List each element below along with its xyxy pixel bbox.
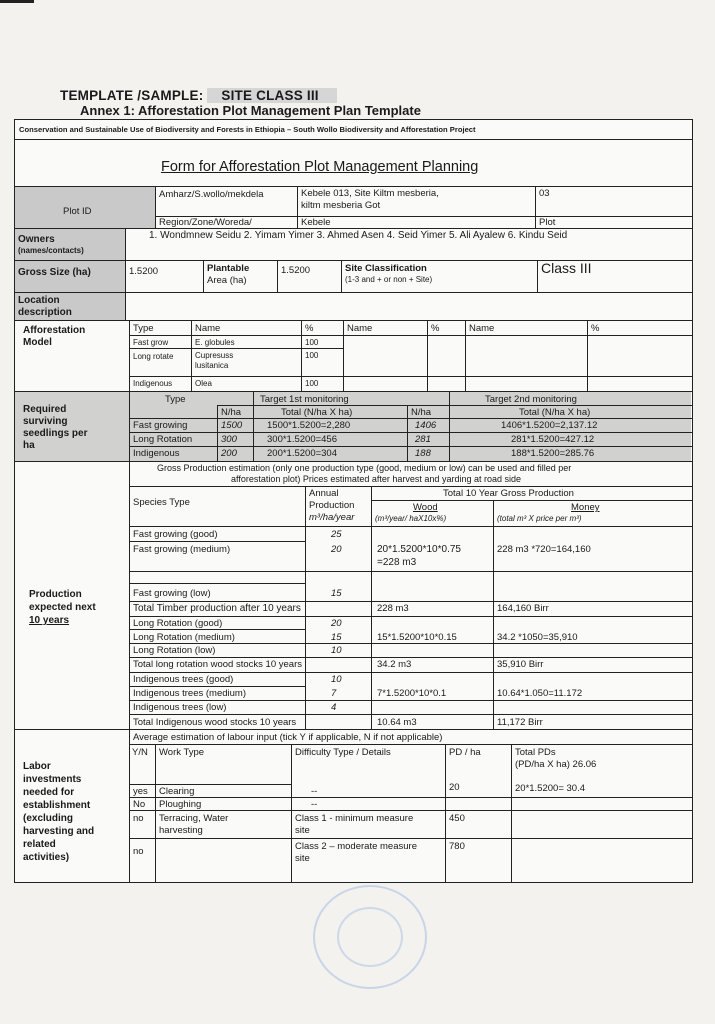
labor-header-total: Total PDs	[515, 747, 556, 758]
production-row-species: Long Rotation (low)	[133, 645, 216, 656]
production-header-total: Total 10 Year Gross Production	[443, 488, 574, 499]
production-row-species: Indigenous trees (low)	[133, 702, 227, 713]
plantable-label: Plantable	[207, 263, 250, 274]
plot-label: Plot	[539, 217, 556, 228]
seedlings-row-t2: 1406*1.5200=2,137.12	[501, 420, 598, 431]
model-label: Afforestation	[23, 325, 86, 336]
production-row-money: 35,910 Birr	[497, 659, 544, 670]
gross-size-value: 1.5200	[129, 266, 159, 277]
production-row-annual: 15	[331, 632, 342, 643]
annex-title: Annex 1: Afforestation Plot Management Plan Template	[80, 103, 421, 118]
labor-label-6: harvesting and	[23, 826, 95, 837]
labor-row-work: Ploughing	[159, 799, 202, 810]
production-intro: Gross Production estimation (only one production type (good, medium or low) can be used and filled per	[157, 463, 572, 473]
model-row-name: Olea	[195, 379, 212, 388]
production-row-wood-2: =228 m3	[377, 557, 417, 568]
location-label-2: description	[18, 307, 72, 318]
labor-label-7: related	[23, 839, 56, 850]
labor-row-yn: No	[133, 799, 146, 810]
seedlings-row-type: Fast growing	[133, 420, 188, 431]
model-header-pct: %	[305, 323, 314, 334]
template-heading	[60, 88, 337, 103]
production-row-species: Long Rotation (medium)	[133, 632, 235, 643]
production-row-money: 34.2 *1050=35,910	[497, 632, 578, 643]
production-row-species: Fast growing (low)	[133, 588, 211, 599]
kebele-value: Kebele 013, Site Kiltm mesberia,	[301, 188, 439, 199]
seedlings-row-t1: 300*1.5200=456	[267, 434, 338, 445]
seedlings-label-3: seedlings per	[23, 428, 88, 439]
production-row-wood: 10.64 m3	[377, 717, 417, 728]
region-label: Region/Zone/Woreda/	[159, 217, 252, 228]
production-header-annual-3: m³/ha/year	[309, 512, 355, 523]
seedlings-row-n2: 188	[415, 448, 431, 459]
seedlings-row-t2: 281*1.5200=427.12	[511, 434, 595, 445]
labor-label-8: activities)	[23, 852, 70, 863]
labor-row-yn: no	[133, 846, 144, 857]
production-row-species: Fast growing (good)	[133, 529, 218, 540]
model-label-2: Model	[23, 337, 52, 348]
production-label-2: expected next	[29, 602, 96, 613]
model-row-type: Indigenous	[133, 379, 173, 388]
seedlings-header-type: Type	[165, 394, 186, 405]
production-row-annual: 15	[331, 588, 342, 599]
labor-label-5: (excluding	[23, 813, 74, 824]
production-label-3: 10 years	[29, 615, 70, 626]
labor-label-3: needed for	[23, 787, 75, 798]
seedlings-row-n2: 1406	[415, 420, 437, 431]
plantable-label-2: Area (ha)	[207, 275, 247, 286]
seedlings-row-t1: 1500*1.5200=2,280	[267, 420, 351, 431]
production-row-annual: 10	[331, 645, 342, 656]
production-row-annual: 20	[331, 618, 342, 629]
model-header-type: Type	[133, 323, 154, 334]
labor-row-difficulty-2: site	[295, 853, 310, 864]
model-row-name: Cupresuss	[195, 351, 234, 360]
production-row-species: Total Timber production after 10 years	[133, 603, 301, 614]
production-header-money: Money	[571, 502, 600, 513]
seedlings-header-nha-2: N/ha	[411, 407, 432, 418]
location-label: Location	[18, 295, 60, 306]
labor-label-4: establishment	[23, 800, 91, 811]
labor-row-work-2: harvesting	[159, 825, 203, 836]
seedlings-header-target2: Target 2nd monitoring	[485, 394, 577, 405]
model-header-pct-2: %	[431, 323, 440, 334]
production-row-species: Total long rotation wood stocks 10 years	[133, 659, 302, 670]
labor-row-yn: no	[133, 813, 144, 824]
production-row-species: Indigenous trees (medium)	[133, 688, 246, 699]
plantable-value: 1.5200	[281, 265, 311, 276]
form-sheet	[14, 119, 693, 883]
labor-header-total-2: (PD/ha X ha) 26.06	[515, 759, 597, 770]
labor-row-work: Terracing, Water	[159, 813, 229, 824]
seedlings-label: Required	[23, 404, 67, 415]
seedlings-row-n1: 300	[221, 434, 237, 445]
seedlings-label-2: surviving	[23, 416, 68, 427]
model-header-name-3: Name	[469, 323, 495, 334]
production-row-wood: 15*1.5200*10*0.15	[377, 632, 457, 643]
model-header-pct-3: %	[591, 323, 600, 334]
faded-stamp-seal	[313, 885, 427, 989]
labor-header-difficulty: Difficulty Type / Details	[295, 747, 391, 758]
model-row-name-2: lusitanica	[195, 361, 229, 370]
seedlings-label-4: ha	[23, 440, 35, 451]
model-header-name-2: Name	[347, 323, 373, 334]
model-row-type: Long rotate	[133, 352, 174, 361]
labor-row-pd: 450	[449, 813, 465, 824]
template-label: TEMPLATE /SAMPLE:	[60, 88, 204, 103]
plot-number: 03	[539, 188, 550, 199]
seedlings-header-total-2: Total (N/ha X ha)	[519, 407, 591, 418]
owners-value: 1. Wondmnew Seidu 2. Yimam Yimer 3. Ahmed Asen 4. Seid Yimer 5. Ali Ayalew 6. Kindu Seid	[149, 230, 568, 241]
model-row-pct: 100	[305, 379, 319, 388]
owners-label: Owners	[18, 234, 55, 245]
production-row-annual: 7	[331, 688, 337, 699]
model-row-pct: 100	[305, 338, 319, 347]
production-row-species: Fast growing (medium)	[133, 544, 231, 555]
site-class-sublabel: (1-3 and + or non + Site)	[345, 275, 433, 284]
production-header-wood: Wood	[413, 502, 438, 513]
seedlings-header-target1: Target 1st monitoring	[260, 394, 349, 405]
labor-header-yn: Y/N	[132, 747, 148, 758]
kebele-value-2: kiltm mesberia Got	[301, 200, 381, 211]
region-value: Amharz/S.wollo/mekdela	[159, 189, 264, 200]
scan-edge-mark	[0, 0, 34, 3]
production-label: Production	[29, 589, 82, 600]
production-intro-2: afforestation plot) Prices estimated after harvest and yarding at road side	[231, 474, 521, 484]
labor-row-pd: 780	[449, 841, 465, 852]
site-class-highlight: SITE CLASS III	[207, 88, 336, 103]
labor-row-difficulty: --	[311, 786, 318, 797]
production-row-species: Total Indigenous wood stocks 10 years	[133, 717, 297, 728]
labor-row-difficulty: Class 1 - minimum measure	[295, 813, 414, 824]
seedlings-row-n2: 281	[415, 434, 431, 445]
model-header-name: Name	[195, 323, 221, 334]
labor-label-2: investments	[23, 774, 82, 785]
production-header-wood-2: (m³/year/ haX10x%)	[375, 514, 447, 523]
labor-row-work: Clearing	[159, 786, 195, 797]
labor-row-yn: yes	[133, 786, 148, 797]
form-title: Form for Afforestation Plot Management Planning	[161, 159, 479, 175]
labor-row-difficulty: --	[311, 799, 318, 810]
site-class-value: Class III	[541, 260, 592, 276]
production-row-wood: 228 m3	[377, 603, 409, 614]
seedlings-row-type: Long Rotation	[133, 434, 193, 445]
production-header-annual: Annual	[309, 488, 339, 499]
labor-row-difficulty: Class 2 – moderate measure	[295, 841, 417, 852]
project-banner: Conservation and Sustainable Use of Biodiversity and Forests in Ethiopia – South Wollo Biodiversity and Afforestation Project	[15, 120, 692, 140]
seedlings-row-n1: 200	[221, 448, 237, 459]
production-header-species: Species Type	[133, 497, 190, 508]
production-row-annual: 4	[331, 702, 337, 713]
seedlings-row-type: Indigenous	[133, 448, 180, 459]
plot-id-label: Plot ID	[63, 206, 92, 217]
owners-sublabel: (names/contacts)	[18, 246, 84, 255]
gross-size-label: Gross Size (ha)	[18, 267, 91, 278]
production-row-wood: 34.2 m3	[377, 659, 412, 670]
labor-row-total: 20*1.5200= 30.4	[515, 783, 585, 794]
production-header-money-2: (total m³ X price per m³)	[497, 514, 582, 523]
production-row-annual: 25	[331, 529, 342, 540]
seedlings-row-t1: 200*1.5200=304	[267, 448, 338, 459]
production-row-money: 228 m3 *720=164,160	[497, 544, 591, 555]
seedlings-header-total: Total (N/ha X ha)	[281, 407, 353, 418]
seedlings-row-n1: 1500	[221, 420, 243, 431]
production-row-annual: 20	[331, 544, 342, 555]
seedlings-header-nha: N/ha	[221, 407, 242, 418]
kebele-label: Kebele	[301, 217, 331, 228]
model-row-type: Fast grow	[133, 338, 169, 347]
labor-row-pd: 20	[449, 782, 460, 793]
production-row-species: Long Rotation (good)	[133, 618, 223, 629]
model-row-pct: 100	[305, 351, 319, 360]
model-row-name: E. globules	[195, 338, 235, 347]
labor-header-work: Work Type	[159, 747, 205, 758]
seedlings-row-t2: 188*1.5200=285.76	[511, 448, 595, 459]
production-row-money: 11,172 Birr	[497, 717, 543, 728]
production-row-annual: 10	[331, 674, 342, 685]
production-row-wood: 20*1.5200*10*0.75	[377, 544, 461, 555]
site-class-label: Site Classification	[345, 263, 427, 274]
labor-intro: Average estimation of labour input (tick Y if applicable, N if not applicable)	[133, 732, 443, 743]
production-row-species: Indigenous trees (good)	[133, 674, 234, 685]
labor-header-pd: PD / ha	[449, 747, 481, 758]
labor-row-difficulty-2: site	[295, 825, 310, 836]
production-row-money: 164,160 Birr	[497, 603, 549, 614]
production-header-annual-2: Production	[309, 500, 355, 511]
production-row-money: 10.64*1.050=11.172	[497, 688, 583, 699]
labor-label: Labor	[23, 761, 51, 772]
production-row-wood: 7*1.5200*10*0.1	[377, 688, 447, 699]
